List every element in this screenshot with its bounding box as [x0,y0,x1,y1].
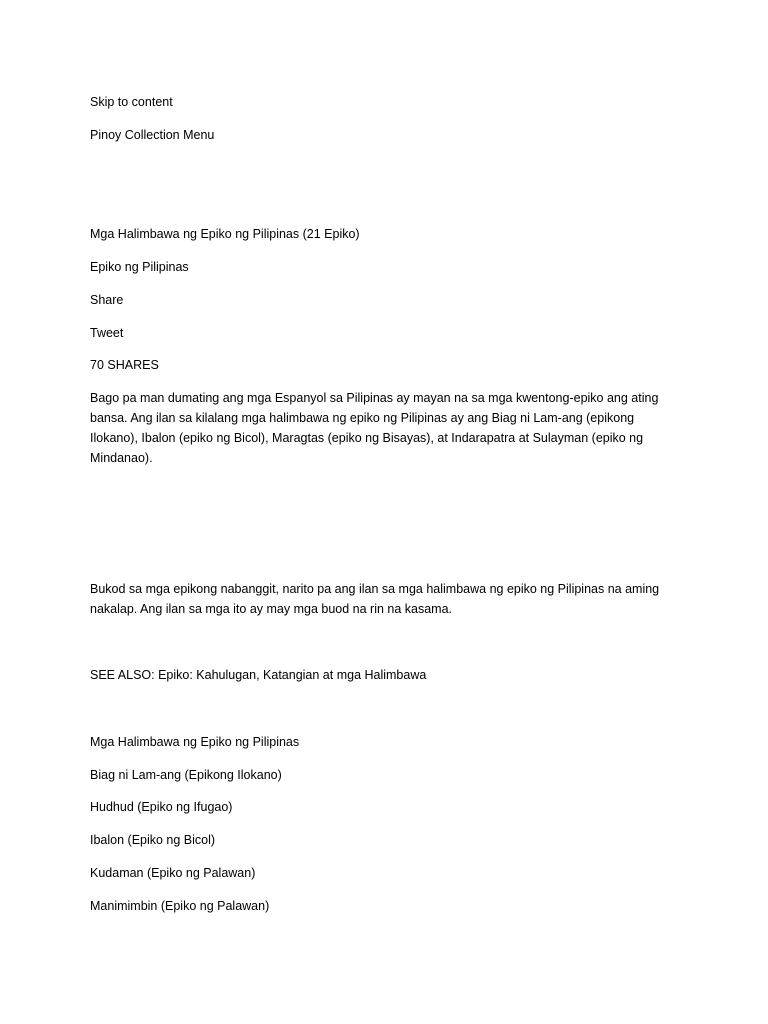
see-also-link[interactable]: SEE ALSO: Epiko: Kahulugan, Katangian at mga Halimbawa [90,668,427,682]
list-item-epic[interactable]: Manimimbin (Epiko ng Palawan) [90,899,270,913]
category-link[interactable]: Epiko ng Pilipinas [90,260,189,274]
intro-paragraph: Bago pa man dumating ang mga Espanyol sa Pilipinas ay mayan na sa mga kwentong-epiko ang ating bansa. Ang ilan sa kilalang mga halimbawa ng epiko ng Pilipinas ay ang Biag ni Lam-ang (epikong Ilokano), Ibalon (epiko ng Bicol), Maragtas (epiko ng Bisayas), at Indarapatra at Sulayman (epiko ng Mindanao). [90,391,659,465]
second-paragraph: Bukod sa mga epikong nabanggit, narito pa ang ilan sa mga halimbawa ng epiko ng Pilipinas na aming nakalap. Ang ilan sa mga ito ay may mga buod na rin na kasama. [90,582,660,616]
shares-count: 70 SHARES [90,358,159,372]
article-title: Mga Halimbawa ng Epiko ng Pilipinas (21 Epiko) [90,227,360,241]
skip-to-content-link[interactable]: Skip to content [90,95,173,109]
list-item-epic[interactable]: Kudaman (Epiko ng Palawan) [90,866,256,880]
list-heading: Mga Halimbawa ng Epiko ng Pilipinas [90,735,300,749]
list-item-epic[interactable]: Hudhud (Epiko ng Ifugao) [90,800,233,814]
list-item-epic[interactable]: Ibalon (Epiko ng Bicol) [90,833,216,847]
site-menu-link[interactable]: Pinoy Collection Menu [90,128,215,142]
tweet-button[interactable]: Tweet [90,326,124,340]
share-button[interactable]: Share [90,293,124,307]
list-item-epic[interactable]: Biag ni Lam-ang (Epikong Ilokano) [90,768,282,782]
